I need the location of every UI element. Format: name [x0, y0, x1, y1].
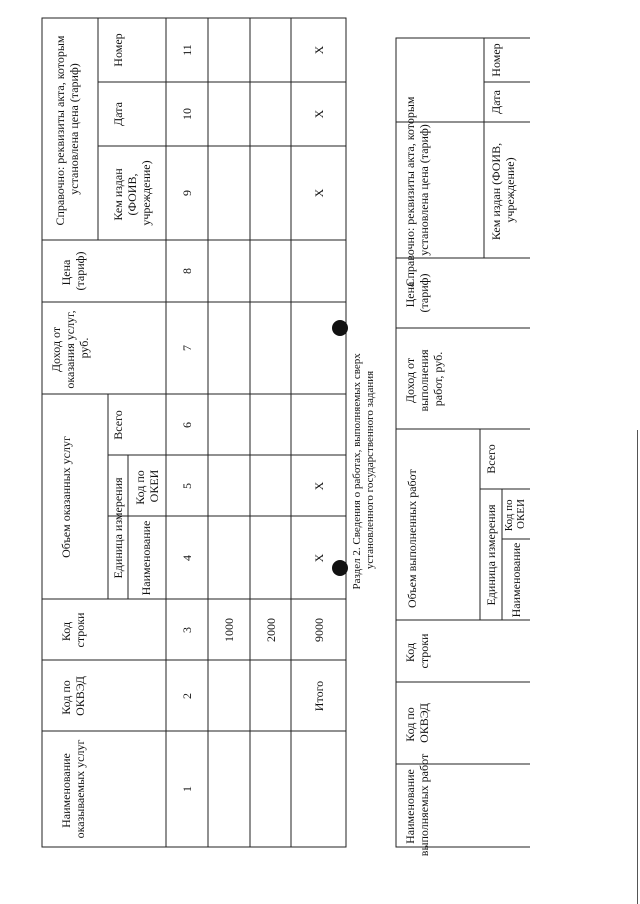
- col-number-4: 4: [180, 555, 194, 561]
- works-header-price: Цена (тариф): [403, 273, 431, 313]
- total-row: [312, 45, 326, 711]
- works-header-issuer: Кем издан (ФОИВ, учреждение): [489, 142, 517, 241]
- works-header-okei: Код по ОКЕИ: [503, 499, 527, 532]
- header-unit-name: Наименование: [139, 520, 153, 596]
- table-services: [42, 18, 346, 847]
- col-number-7: 7: [180, 345, 194, 351]
- works-header-okved: Код по ОКВЭД: [403, 703, 431, 743]
- header-date: Дата: [111, 102, 125, 126]
- header-total: Всего: [111, 410, 125, 440]
- header-number: Номер: [111, 33, 125, 67]
- col-number-1: 1: [180, 786, 194, 792]
- col-number-3: 3: [180, 627, 194, 633]
- table-works-header: [403, 43, 527, 856]
- works-header-line-code: Код строки: [403, 633, 431, 669]
- col-number-9: 9: [180, 190, 194, 196]
- works-header-income: Доход от выполнения работ, руб.: [403, 349, 445, 412]
- section-2-title: Раздел 2. Сведения о работах, выполняемых сверх установленного государственного задания: [351, 353, 376, 590]
- col-number-2: 2: [180, 693, 194, 699]
- col-number-6: 6: [180, 422, 194, 428]
- total-x-okei: X: [312, 481, 326, 491]
- works-header-name: Наименование выполняемых работ: [403, 753, 431, 857]
- punch-hole-bottom: [332, 560, 348, 576]
- punch-hole-top: [332, 320, 348, 336]
- works-header-volume: Объем выполненных работ: [405, 469, 419, 608]
- total-label: Итого: [312, 680, 326, 712]
- total-x-unit: X: [312, 553, 326, 563]
- works-header-unit-name: Наименование: [509, 542, 523, 618]
- total-code: 9000: [312, 618, 326, 642]
- row-code-1000: 1000: [222, 618, 236, 642]
- works-header-number: Номер: [489, 43, 503, 77]
- works-header-reference: Справочно: реквизиты акта, которым установлена цена (тариф): [403, 96, 431, 287]
- header-issuer: Кем издан (ФОИВ, учреждение): [111, 160, 153, 226]
- column-number-row: [180, 44, 194, 792]
- header-price: Цена (тариф): [59, 251, 87, 291]
- header-okei: Код по ОКЕИ: [133, 469, 161, 505]
- rotated-content: [42, 18, 530, 856]
- works-header-unit: Единица измерения: [484, 504, 498, 606]
- col-number-10: 10: [180, 108, 194, 120]
- col-number-8: 8: [180, 268, 194, 274]
- header-line-code: Код строки: [59, 612, 87, 648]
- header-volume: Объем оказанных услуг: [59, 436, 73, 558]
- row-code-2000: 2000: [264, 618, 278, 642]
- works-header-total: Всего: [484, 444, 498, 474]
- col-number-5: 5: [180, 483, 194, 489]
- header-reference: Справочно: реквизиты акта, которым установлена цена (тариф): [53, 35, 81, 226]
- total-x-issuer: X: [312, 188, 326, 198]
- header-unit: Единица измерения: [111, 477, 125, 579]
- table-services-header: [49, 32, 161, 838]
- col-number-11: 11: [180, 44, 194, 56]
- header-income: Доход от оказания услуг, руб.: [49, 310, 91, 389]
- header-service-name: Наименование оказываемых услуг: [59, 739, 87, 839]
- total-x-date: X: [312, 109, 326, 119]
- works-header-date: Дата: [489, 90, 503, 114]
- header-okved: Код по ОКВЭД: [59, 676, 87, 716]
- scan-edge-line: [637, 430, 638, 904]
- total-x-number: X: [312, 45, 326, 55]
